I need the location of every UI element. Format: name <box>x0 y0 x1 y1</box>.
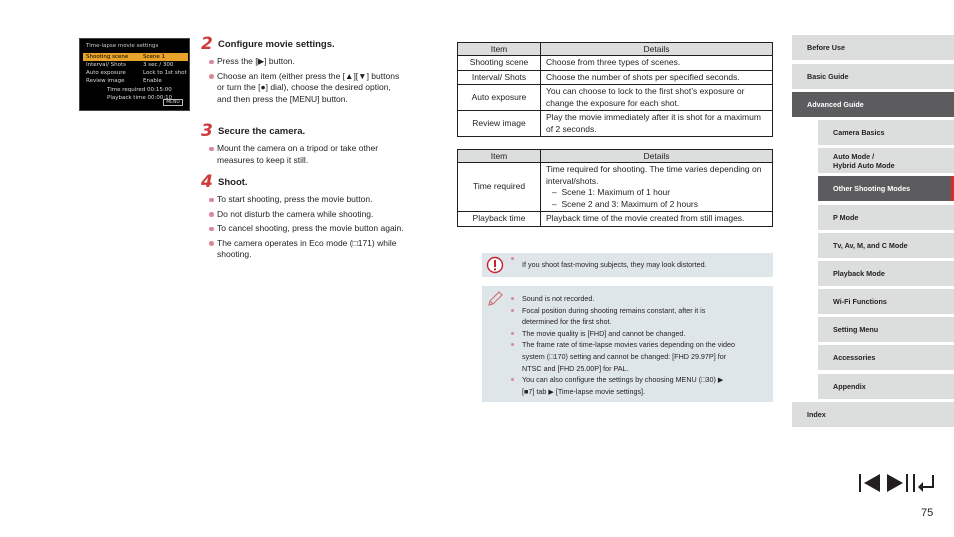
table-header: Details <box>541 150 773 163</box>
step-bullet: Do not disturb the camera while shooting. <box>201 209 406 221</box>
table-header: Details <box>541 43 773 56</box>
step-title: Secure the camera. <box>218 125 306 137</box>
nav-tv-av-m-c-mode[interactable]: Tv, Av, M, and C Mode <box>818 233 954 258</box>
table-row: Shooting scene Choose from three types of scenes. <box>458 56 773 71</box>
nav-appendix[interactable]: Appendix <box>818 374 954 399</box>
nav-accessories[interactable]: Accessories <box>818 345 954 370</box>
table-header: Item <box>458 150 541 163</box>
page-number: 75 <box>921 507 934 519</box>
nav-camera-basics[interactable]: Camera Basics <box>818 120 954 145</box>
nav-basic-guide[interactable]: Basic Guide <box>792 64 954 89</box>
nav-advanced-guide[interactable]: Advanced Guide <box>792 92 954 117</box>
step-bullet: Choose an item (either press the [▲][▼] buttons or turn the [●] dial), choose the desired option, and then press the [MENU] button. <box>201 71 406 106</box>
camera-row: Shooting scene Scene 1 <box>83 53 188 61</box>
nav-wifi-functions[interactable]: Wi-Fi Functions <box>818 289 954 314</box>
camera-time-required: Time required 00:15:00 <box>107 87 172 93</box>
table-header: Item <box>458 43 541 56</box>
nav-playback-mode[interactable]: Playback Mode <box>818 261 954 286</box>
menu-icon: MENU <box>163 99 183 106</box>
note-item: The movie quality is [FHD] and cannot be changed. <box>482 328 773 340</box>
table-row: Review image Play the movie immediately after it is shot for a maximum of 2 seconds. <box>458 111 773 137</box>
nav-p-mode[interactable]: P Mode <box>818 205 954 230</box>
note-item: Sound is not recorded. <box>482 293 773 305</box>
table-row: Interval/ Shots Choose the number of shots per specified seconds. <box>458 70 773 85</box>
camera-row: Interval/ Shots 3 sec / 300 <box>86 62 174 68</box>
nav-index[interactable]: Index <box>792 402 954 427</box>
settings-table <box>457 42 773 137</box>
camera-playback-time: Playback time 00:00:10 <box>107 94 173 101</box>
step-bullet: To start shooting, press the movie button. <box>201 194 406 206</box>
step-bullet: The camera operates in Eco mode (□171) while shooting. <box>201 238 406 261</box>
table-row: Playback time Playback time of the movie created from still images. <box>458 212 773 227</box>
step-number: 3 <box>201 121 213 141</box>
step-number: 2 <box>201 34 213 54</box>
time-table <box>457 149 773 227</box>
step-number: 4 <box>201 172 213 192</box>
table-row: Time required Time required for shooting. The time varies depending on interval/shots. – Scene 1: Maximum of 1 hour – Scene 2 and 3: Maximum of 2 hours <box>458 163 773 212</box>
previous-page-icon[interactable] <box>858 472 882 494</box>
caution-text: If you shoot fast-moving subjects, they may look distorted. <box>482 253 773 271</box>
step-4 <box>201 172 406 261</box>
nav-other-shooting-modes[interactable]: Other Shooting Modes <box>818 176 954 201</box>
camera-screen-image <box>79 38 190 111</box>
step-bullet: To cancel shooting, press the movie button again. <box>201 223 406 235</box>
nav-setting-menu[interactable]: Setting Menu <box>818 317 954 342</box>
nav-before-use[interactable]: Before Use <box>792 35 954 60</box>
time-sub-item: – Scene 1: Maximum of 1 hour <box>552 187 671 197</box>
time-sub-item: – Scene 2 and 3: Maximum of 2 hours <box>552 198 698 209</box>
camera-row: Auto exposure Lock to 1st shot <box>86 70 187 76</box>
step-title: Configure movie settings. <box>218 38 335 50</box>
note-item: The frame rate of time-lapse movies varies depending on the video system (□170) setting and cannot be changed: [FHD 29.97P] for NTSC and [FHD 25.00P] for PAL. <box>482 339 773 374</box>
return-icon[interactable] <box>912 472 936 494</box>
camera-screen-title: Time-lapse movie settings <box>86 43 159 49</box>
camera-row: Review image Enable <box>86 78 162 84</box>
next-page-icon[interactable] <box>885 472 909 494</box>
note-item: You can also configure the settings by choosing MENU (□30) ▶ [■7] tab ▶ [Time-lapse movie settings]. <box>482 374 773 397</box>
step-bullet: Press the [▶] button. <box>201 56 406 68</box>
step-3 <box>201 121 406 166</box>
step-title: Shoot. <box>218 176 248 188</box>
step-bullet: Mount the camera on a tripod or take other measures to keep it still. <box>201 143 406 166</box>
nav-auto-mode[interactable]: Auto Mode / Hybrid Auto Mode <box>818 148 954 173</box>
step-2 <box>201 34 406 105</box>
caution-box <box>482 253 773 277</box>
note-item: Focal position during shooting remains constant, after it is determined for the first shot. <box>482 305 773 328</box>
notes-box <box>482 286 773 402</box>
table-row: Auto exposure You can choose to lock to the first shot’s exposure or change the exposure for each shot. <box>458 85 773 111</box>
